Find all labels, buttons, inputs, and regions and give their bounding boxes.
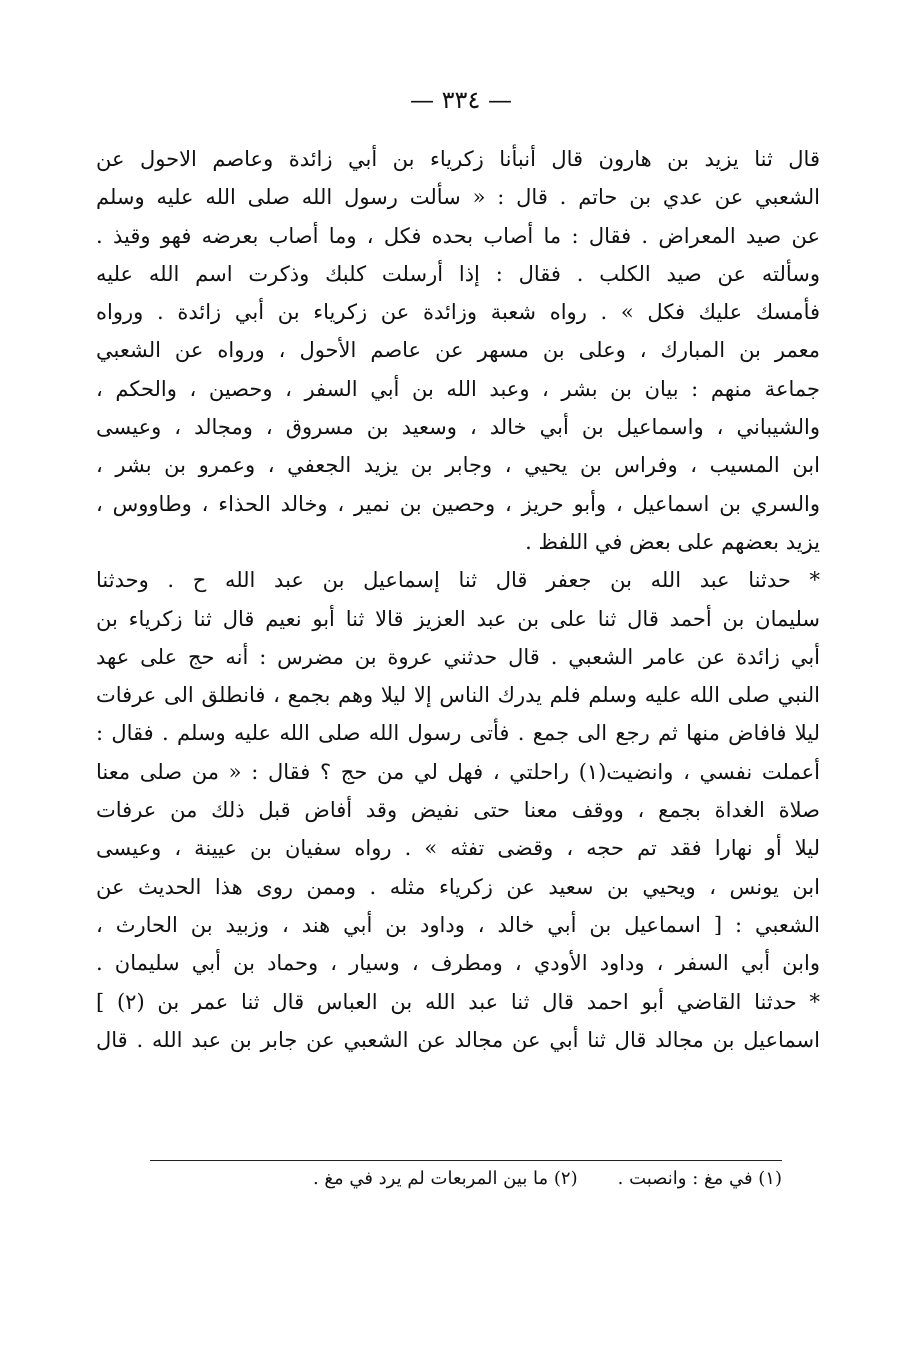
text-line: أبي زائدة عن عامر الشعبي . قال حدثني عروة بن مضرس : أنه حج على عهد [96,644,820,669]
page-number: — ٣٣٤ — [410,86,512,114]
text-line: عن صيد المعراض . فقال : ما أصاب بحده فكل ، وما أصاب بعرضه فهو وقيذ . [96,223,820,248]
footnote: (٢) ما بين المربعات لم يرد في مغ . [312,1168,578,1189]
text-line: النبي صلى الله عليه وسلم فلم يدرك الناس إلا ليلا وهم بجمع ، فانطلق الى عرفات [96,683,820,708]
text-line: الشعبي عن عدي بن حاتم . قال : « سألت رسول الله صلى الله عليه وسلم [96,185,820,210]
text-line: صلاة الغداة بجمع ، ووقف معنا حتى نفيض وقد أفاض قبل ذلك من عرفات [96,798,820,823]
text-line: سليمان بن أحمد قال ثنا على بن عبد العزيز قالا ثنا أبو نعيم قال ثنا زكرياء بن [96,606,820,631]
text-line: والسري بن اسماعيل ، وأبو حريز ، وحصين بن نمير ، وخالد الحذاء ، وطاووس ، [96,491,820,516]
text-line: معمر بن المبارك ، وعلى بن مسهر عن عاصم الأحول ، ورواه عن الشعبي [96,338,820,363]
text-line: أعملت نفسي ، وانضيت(١) راحلتي ، فهل لي من حج ؟ فقال : « من صلى معنا [96,759,820,784]
text-line: ليلا فافاض منها ثم رجع الى جمع . فأتى رسول الله صلى الله عليه وسلم . فقال : [96,721,820,746]
text-line: وسألته عن صيد الكلب . فقال : إذا أرسلت كلبك وذكرت اسم الله عليه [96,261,820,286]
text-line: الشعبي : [ اسماعيل بن أبي خالد ، وداود بن أبي هند ، وزبيد بن الحارث ، [96,912,820,937]
text-line: قال ثنا يزيد بن هارون قال أنبأنا زكرياء بن أبي زائدة وعاصم الاحول عن [96,147,820,171]
text-line: والشيباني ، واسماعيل بن أبي خالد ، وسعيد بن مسروق ، ومجالد ، وعيسى [96,415,820,440]
footnotes [150,1164,782,1194]
text-line: * حدثنا عبد الله بن جعفر قال ثنا إسماعيل بن عبد الله ح . وحدثنا [96,568,820,593]
text-line: ابن يونس ، ويحيي بن سعيد عن زكرياء مثله . وممن روى هذا الحديث عن [96,874,820,899]
text-line: جماعة منهم : بيان بن بشر ، وعبد الله بن أبي السفر ، وحصين ، والحكم ، [96,376,820,401]
footnote-divider [150,1160,782,1161]
text-line: وابن أبي السفر ، وداود الأودي ، ومطرف ، وسيار ، وحماد بن أبي سليمان . [96,951,820,976]
text-line: يزيد بعضهم على بعض في اللفظ . [525,529,820,554]
text-line: اسماعيل بن مجالد قال ثنا أبي عن مجالد عن الشعبي عن جابر بن عبد الله . قال [96,1027,820,1052]
text-line: ليلا أو نهارا فقد تم حجه ، وقضى تفثه » . رواه سفيان بن عيينة ، وعيسى [96,836,820,861]
text-line: فأمسك عليك فكل » . رواه شعبة وزائدة عن زكرياء بن أبي زائدة . ورواه [96,300,820,325]
text-line: ابن المسيب ، وفراس بن يحيي ، وجابر بن يزيد الجعفي ، وعمرو بن بشر ، [96,453,820,478]
text-line: * حدثنا القاضي أبو احمد قال ثنا عبد الله بن العباس قال ثنا عمر بن (٢) ] [96,989,820,1014]
footnote: (١) في مغ : وانصبت . [617,1168,782,1189]
body-text [96,140,820,1059]
